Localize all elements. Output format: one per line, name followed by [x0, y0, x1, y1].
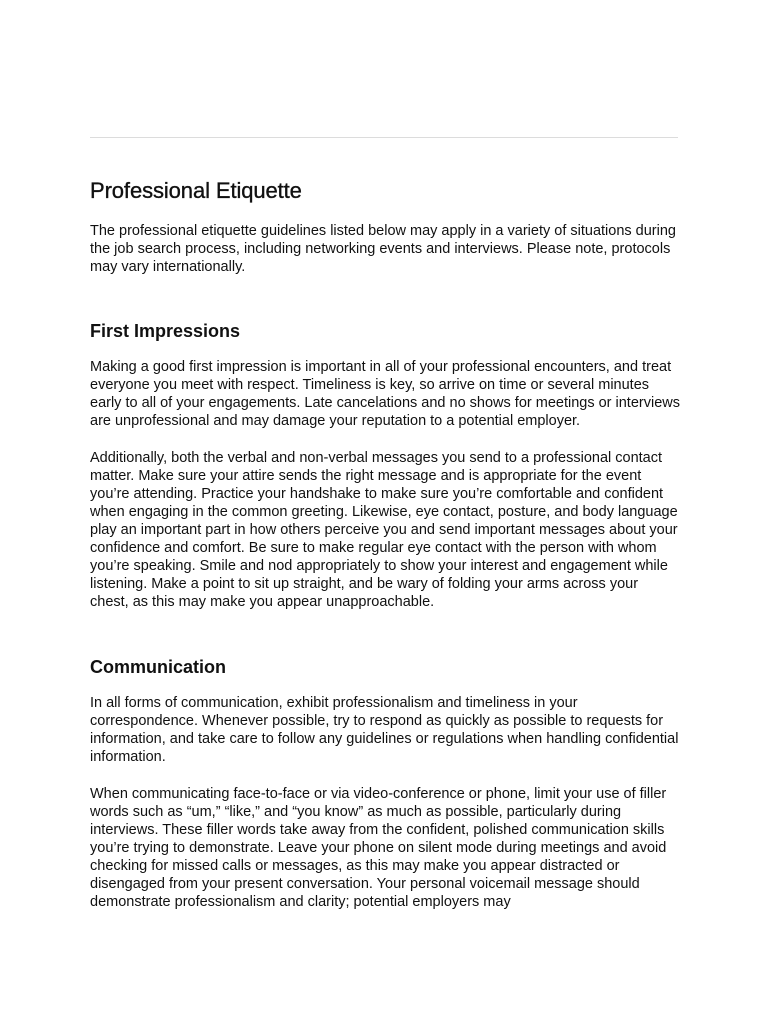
communication-paragraph-2: When communicating face-to-face or via video-conference or phone, limit your use of filler words such as “um,” “like,” and “you know” as much as possible, particularly during interviews. These filler words take away from the confident, polished communication skills you’re trying to demonstrate. Leave your phone on silent mode during meetings and avoid checking for missed calls or messages, as this may make you appear distracted or disengaged from your present conversation. Your personal voicemail message should demonstrate professionalism and clarity; potential employers may	[90, 786, 667, 910]
intro-paragraph: The professional etiquette guidelines listed below may apply in a variety of situations during the job search process, including networking events and interviews. Please note, protocols may vary internationally.	[90, 223, 676, 275]
header-divider	[90, 137, 678, 138]
first-impressions-paragraph-1: Making a good first impression is important in all of your professional encounters, and treat everyone you meet with respect. Timeliness is key, so arrive on time or several minutes early to all of your engagements. Late cancelations and no shows for meetings or interviews are unprofessional and may damage your reputation to a potential employer.	[90, 359, 680, 429]
section-heading-first-impressions: First Impressions	[90, 321, 241, 341]
communication-paragraph-1: In all forms of communication, exhibit professionalism and timeliness in your correspondence. Whenever possible, try to respond as quickly as possible to requests for information, and take care to follow any guidelines or regulations when handling confidential information.	[90, 695, 679, 765]
page-title: Professional Etiquette	[90, 178, 302, 203]
section-heading-communication: Communication	[90, 657, 227, 677]
document-body	[90, 177, 680, 911]
first-impressions-paragraph-2: Additionally, both the verbal and non-verbal messages you send to a professional contact matter. Make sure your attire sends the right message and is appropriate for the event you’re attending. Practice your handshake to make sure you’re comfortable and confident when engaging in the common greeting. Likewise, eye contact, posture, and body language play an important part in how others perceive you and send important messages about your confidence and comfort. Be sure to make regular eye contact with the person with whom you’re speaking. Smile and nod appropriately to show your interest and engagement while listening. Make a point to sit up straight, and be wary of folding your arms across your chest, as this may make you appear unapproachable.	[90, 450, 678, 610]
